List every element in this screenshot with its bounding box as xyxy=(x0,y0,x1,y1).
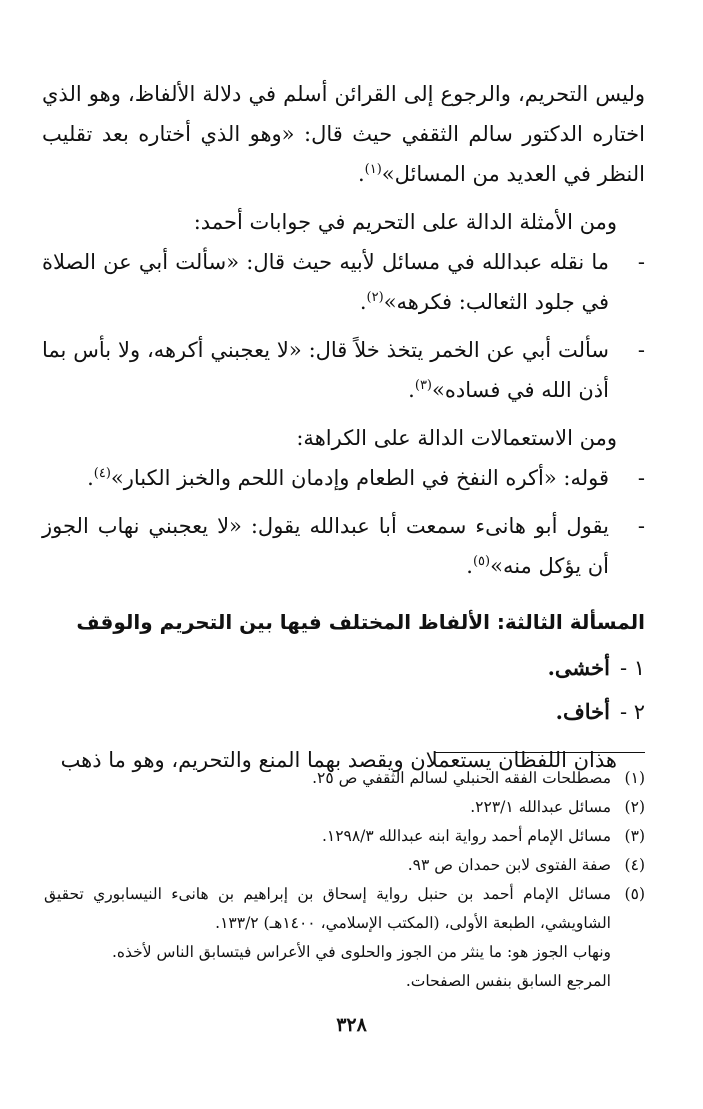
intro-dislike: ومن الاستعمالات الدالة على الكراهة: xyxy=(296,426,617,450)
list-item xyxy=(42,506,645,586)
page-number: ٣٢٨ xyxy=(336,1014,367,1036)
term-number: ١ - xyxy=(619,656,645,680)
punctuation: . xyxy=(408,378,415,402)
footnote-ref: (٣) xyxy=(414,378,432,393)
dash-bullet: - xyxy=(637,250,645,274)
footnote-text: صفة الفتوى لابن حمدان ص ٩٣. xyxy=(407,856,611,874)
footnote-text: مسائل الإمام أحمد بن حنبل رواية إسحاق بن إبراهيم بن هانىء النيسابوري تحقيق الشاويشي، الطبعة الأولى، (المكتب الإسلامي، ١٤٠٠هـ) ١٣٣/٢. xyxy=(44,885,611,932)
footnote xyxy=(44,764,645,793)
list-item xyxy=(42,242,645,322)
list-item xyxy=(42,330,645,410)
dash-bullet: - xyxy=(637,466,645,490)
footnote-ref: (٢) xyxy=(366,290,384,305)
footnote-continuation: المرجع السابق بنفس الصفحات. xyxy=(405,972,611,990)
punctuation: . xyxy=(357,162,365,186)
numbered-term xyxy=(42,690,645,734)
punctuation: . xyxy=(466,554,473,578)
footnote-number: (٤) xyxy=(624,856,645,874)
footnote-divider xyxy=(435,752,645,753)
punctuation: . xyxy=(359,290,367,314)
footnote-ref: (١) xyxy=(364,162,382,177)
list-item xyxy=(42,458,645,498)
paragraph-text: وليس التحريم، والرجوع إلى القرائن أسلم في دلالة الألفاظ، وهو الذي اختاره الدكتور سالم الثقفي حيث قال: «وهو الذي أختاره بعد تقليب النظر في العديد من المسائل» xyxy=(42,82,645,186)
term-number: ٢ - xyxy=(619,700,645,724)
example-text: قوله: «أكره النفخ في الطعام وإدمان اللحم والخبز الكبار» xyxy=(110,466,609,490)
main-text xyxy=(42,74,645,780)
footnote xyxy=(44,851,645,880)
footnote-ref: (٥) xyxy=(472,554,491,569)
section-heading: المسألة الثالثة: الألفاظ المختلف فيها بين التحريم والوقف xyxy=(76,610,645,634)
footnote-number: (١) xyxy=(624,769,645,787)
intro-prohibition: ومن الأمثلة الدالة على التحريم في جوابات أحمد: xyxy=(193,210,617,234)
punctuation: . xyxy=(87,466,94,490)
example-text: يقول أبو هانىء سمعت أبا عبدالله يقول: «لا يعجبني نهاب الجوز أن يؤكل منه» xyxy=(42,514,609,578)
footnote-text: مصطلحات الفقه الحنبلي لسالم الثقفي ص ٢٥. xyxy=(312,769,611,787)
term-word: أخاف. xyxy=(555,699,610,724)
footnote-number: (٣) xyxy=(624,827,645,845)
footnote-ref: (٤) xyxy=(93,466,111,481)
footnote-text: مسائل عبدالله ٢٢٣/١. xyxy=(470,798,611,816)
footnote-number: (٢) xyxy=(624,798,645,816)
footnote xyxy=(44,880,645,938)
footnote xyxy=(44,793,645,822)
example-text: ما نقله عبدالله في مسائل لأبيه حيث قال: «سألت أبي عن الصلاة في جلود الثعالب: فكرهه» xyxy=(42,250,609,314)
footnote-number: (٥) xyxy=(624,885,645,903)
footnotes xyxy=(44,764,645,996)
footnote-continuation: ونهاب الجوز هو: ما ينثر من الجوز والحلوى في الأعراس فيتسابق الناس لأخذه. xyxy=(112,943,611,961)
paragraph xyxy=(42,74,645,194)
example-text: سألت أبي عن الخمر يتخذ خلاً قال: «لا يعجبني أكرهه، ولا بأس بما أذن الله في فساده» xyxy=(42,338,609,402)
dash-bullet: - xyxy=(637,338,645,362)
term-word: أخشى. xyxy=(547,655,610,680)
last-paragraph: هذان اللفظان يستعملان ويقصد بهما المنع والتحريم، وهو ما ذهب xyxy=(60,748,617,772)
footnote-text: مسائل الإمام أحمد رواية ابنه عبدالله ١٢٩٨/٣. xyxy=(321,827,611,845)
numbered-term xyxy=(42,646,645,690)
dash-bullet: - xyxy=(637,514,645,538)
footnote xyxy=(44,822,645,851)
